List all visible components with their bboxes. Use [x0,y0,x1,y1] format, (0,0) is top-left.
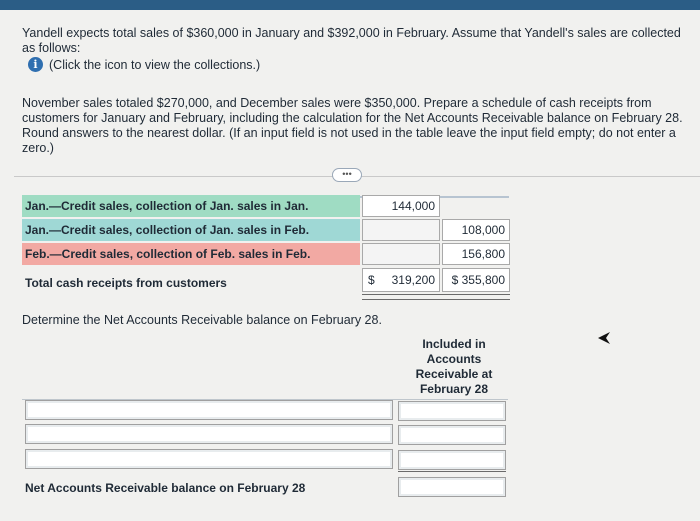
top-bar [0,0,700,10]
determine-text: Determine the Net Accounts Receivable balance on February 28. [22,313,382,327]
ar-row-3-amount-input[interactable] [398,450,506,470]
total-jan-value: 319,200 [391,273,435,287]
cursor-icon [598,331,610,349]
more-button[interactable]: ••• [332,168,362,182]
row-jan-collect-feb-jan-input[interactable] [362,219,440,241]
ar-row-1-amount-input[interactable] [398,401,506,421]
total-cash-receipts-label: Total cash receipts from customers [25,276,227,290]
row-jan-collect-jan-label: Jan.—Credit sales, collection of Jan. sales in Jan. [22,195,360,217]
total-double-underline [362,294,510,300]
row-jan-collect-jan-jan-input[interactable]: 144,000 [362,195,440,217]
instructions-text: November sales totaled $270,000, and December sales were $350,000. Prepare a schedule of cash receipts from customers for January and February, including the calculation for the Net Accounts Receivable balance on February 28. Round answers to the nearest dollar. (If an input field is not used in the table leave the input field empty; do not enter a zero.) [22,96,683,155]
total-jan-cell[interactable] [362,268,440,292]
ar-row-2-label-input[interactable] [25,424,393,444]
row-feb-collect-feb-jan-input[interactable] [362,243,440,265]
row-feb-collect-feb-feb-input[interactable]: 156,800 [442,243,510,265]
row-jan-collect-feb-feb-input[interactable]: 108,000 [442,219,510,241]
collections-info-link[interactable] [28,57,260,72]
total-feb-cell[interactable]: $ 355,800 [442,268,510,292]
ar-subtotal-line [398,471,506,472]
info-icon[interactable]: i [28,57,43,72]
net-ar-label: Net Accounts Receivable balance on February 28 [25,481,306,495]
row-feb-collect-feb-label: Feb.—Credit sales, collection of Feb. sales in Feb. [22,243,360,265]
intro-text: Yandell expects total sales of $360,000 in January and $392,000 in February. Assume that Yandell's sales are collected as follows: [22,26,681,55]
net-ar-amount-input[interactable] [398,477,506,497]
ar-row-2-amount-input[interactable] [398,425,506,445]
ar-row-1-label-input[interactable] [25,400,393,420]
row-jan-collect-feb-label: Jan.—Credit sales, collection of Jan. sales in Feb. [22,219,360,241]
info-link-text[interactable]: (Click the icon to view the collections.) [49,57,261,72]
ar-column-header: Included in Accounts Receivable at February 28 [415,337,493,396]
ar-row-3-label-input[interactable] [25,449,393,469]
total-jan-currency: $ [368,273,375,287]
